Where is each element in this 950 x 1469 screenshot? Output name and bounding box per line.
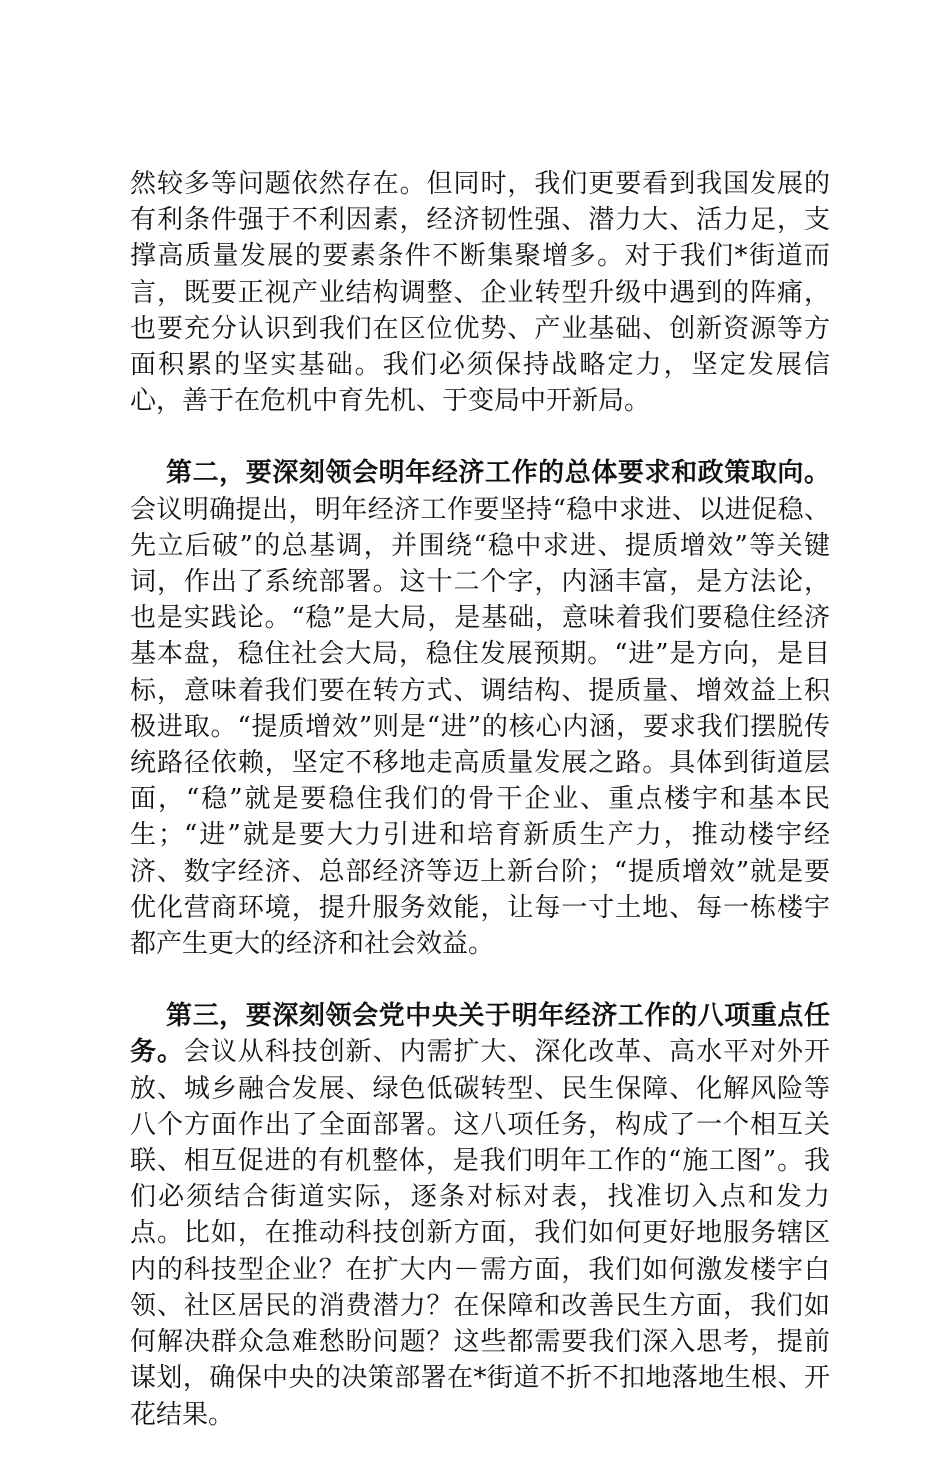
document-page [130,166,830,1469]
paragraph-third-point [130,998,830,1432]
paragraph-body: 会议从科技创新、内需扩大、深化改革、高水平对外开放、城乡融合发展、绿色低碳转型、民生保障、化解风险等八个方面作出了全面部署。这八项任务，构成了一个相互关联、相互促进的有机整体，是我们明年工作的“施工图”。我们必须结合街道实际，逐条对标对表，找准切入点和发力点。比如，在推动科技创新方面，我们如何更好地服务辖区内的科技型企业？在扩大内－需方面，我们如何激发楼宇白领、社区居民的消费潜力？在保障和改善民生方面，我们如何解决群众急难愁盼问题？这些都需要我们深入思考，提前谋划，确保中央的决策部署在*街道不折不扣地落地生根、开花结果。 [130,1037,830,1430]
paragraph-heading: 第三，要深刻领会党中央关于明年经济工作的八项重点任务。 [130,1001,830,1068]
paragraph-body: 会议明确提出，明年经济工作要坚持“稳中求进、以进促稳、先立后破”的总基调，并围绕“稳中求进、提质增效”等关键词，作出了系统部署。这十二个字，内涵丰富，是方法论，也是实践论。“稳”是大局，是基础，意味着我们要稳住经济基本盘，稳住社会大局，稳住发展预期。“进”是方向，是目标，意味着我们要在转方式、调结构、提质量、增效益上积极进取。“提质增效”则是“进”的核心内涵，要求我们摆脱传统路径依赖，坚定不移地走高质量发展之路。具体到街道层面，“稳”就是要稳住我们的骨干企业、重点楼宇和基本民生；“进”就是要大力引进和培育新质生产力，推动楼宇经济、数字经济、总部经济等迈上新台阶；“提质增效”就是要优化营商环境，提升服务效能，让每一寸土地、每一栋楼宇都产生更大的经济和社会效益。 [130,494,830,960]
paragraph-heading: 第二，要深刻领会明年经济工作的总体要求和政策取向。 [166,458,830,489]
paragraph-body: 然较多等问题依然存在。但同时，我们更要看到我国发展的有利条件强于不利因素，经济韧性强、潜力大、活力足，支撑高质量发展的要素条件不断集聚增多。对于我们*街道而言，既要正视产业结构调整、企业转型升级中遇到的阵痛，也要充分认识到我们在区位优势、产业基础、创新资源等方面积累的坚实基础。我们必须保持战略定力，坚定发展信心，善于在危机中育先机、于变局中开新局。 [130,169,830,417]
paragraph-second-point [130,455,830,962]
paragraph-continuation [130,166,830,419]
